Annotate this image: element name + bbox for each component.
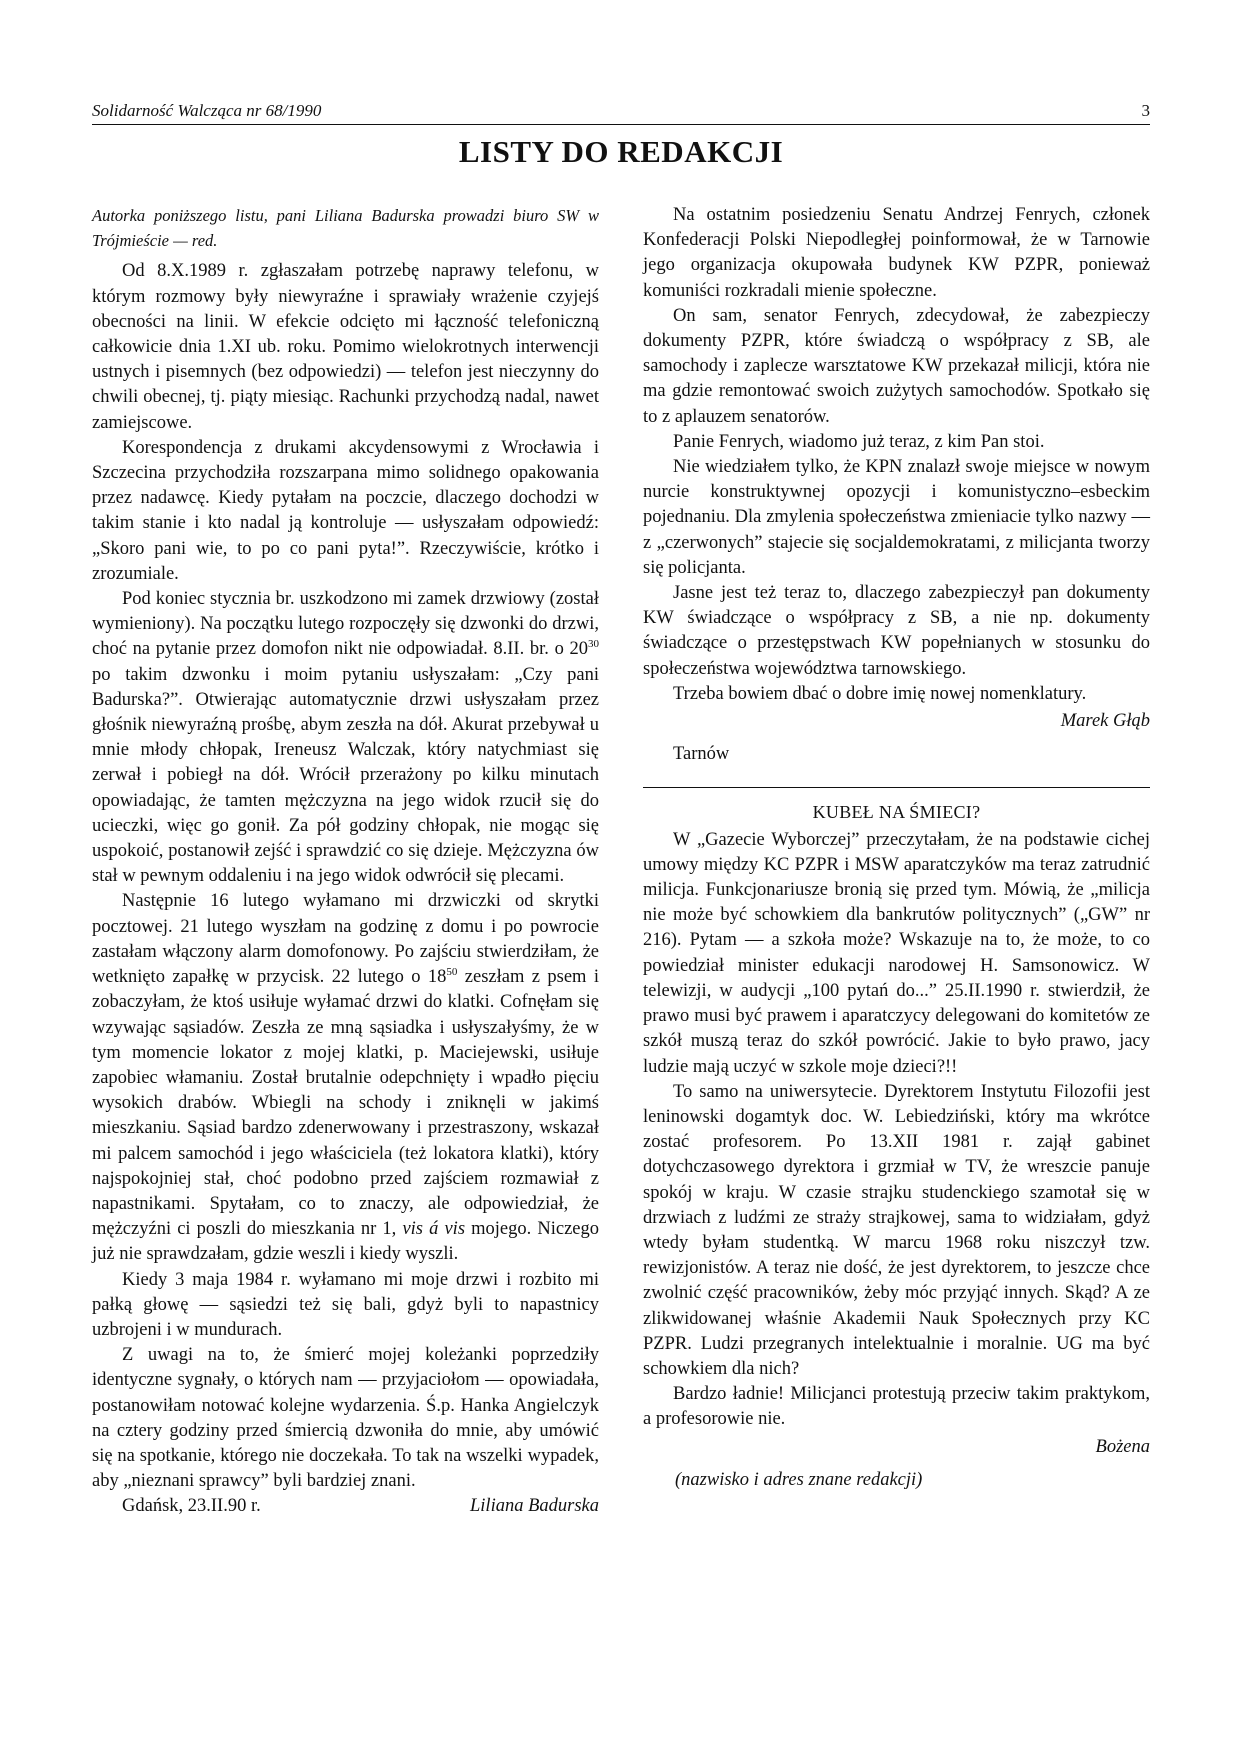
signature-line [92, 1494, 599, 1519]
paragraph: Bardzo ładnie! Milicjanci protestują przeciw takim praktykom, a profesorowie nie. [643, 1384, 1150, 1430]
paragraph: Następnie 16 lutego wyłamano mi drzwiczki od skrytki pocztowej. 21 lutego wyszłam na godzinę z domu i po powrocie zastałam włączony alarm domofonowy. Po zajściu stwierdziłam, że wetknięto zapałkę w przycisk. 22 lutego o $18^{50}$ zeszłam z psem i zobaczyłam, że ktoś usiłuje wyłamać drzwi do klatki. Cofnęłam się wzywając sąsiadów. Zeszła ze mną sąsiadka i usłyszałyśmy, że w tym momencie lokator z mojej klatki, p. Maciejewski, usiłuje zapobiec włamaniu. Został brutalnie odepchnięty i wpadło pięciu wysokich drabów. Wbiegli na schody i zniknęli w jakimś mieszkaniu. Sąsiad bardzo zdenerwowany i przestraszony, wskazał mi palcem samochód i jego właściciela (też lokatora klatki), który najspokojniej stał, choć podobno przed zajściem rozmawiał z napastnikami. Spytałam, co to znaczy, ale odpowiedział, że mężczyźni ci poszli do mieszkania nr 1, vis á vis mojego. Niczego już nie sprawdzałam, gdzie weszli i kiedy wyszli. [92, 891, 600, 1265]
paragraph: Korespondencja z drukami akcydensowymi z Wrocławia i Szczecina przychodziła rozszarpana mimo solidnego opakowania przez nadawcę. Kiedy pytałam na poczcie, dlaczego dochodzi w takim stanie i kto nadal ją kontroluje — usłyszałam odpowiedź: „Skoro pani wie, to po co pani pyta!”. Rzeczywiście, krótko i zrozumiale. [92, 437, 599, 584]
paragraph: Jasne jest też teraz to, dlaczego zabezpieczył pan dokumenty KW świadczące o współpracy z SB, a nie np. dokumenty świadczące o przestępstwach KW popełnianych w stosunku do społeczeństwa województwa tarnowskiego. [643, 583, 1150, 679]
place: Tarnów [673, 744, 730, 765]
paragraph: Panie Fenrych, wiadomo już teraz, z kim Pan stoi. [673, 431, 1045, 452]
editor-intro: Autorka poniższego listu, pani Liliana Badurska prowadzi biuro SW w Trójmieście — red. [92, 206, 599, 251]
masthead: Solidarność Walcząca nr 68/1990 [92, 101, 322, 120]
paragraph: Kiedy 3 maja 1984 r. wyłamano mi moje drzwi i rozbito mi pałką głowę — sąsiedzi też się bali, gdyż byli to napastnicy uzbrojeni i w mundurach. [92, 1269, 599, 1340]
paragraph: Trzeba bowiem dbać o dobre imię nowej nomenklatury. [673, 683, 1087, 704]
paragraph: Od 8.X.1989 r. zgłaszałam potrzebę naprawy telefonu, w którym rozmowy były niewyraźne i sprawiały wrażenie czyjejś obecności na linii. W efekcie odcięto mi łączność telefoniczną całkowicie dnia 1.XI ub. roku. Pomimo wielokrotnych interwencji ustnych i pisemnych (bez odpowiedzi) — telefon jest nieczynny do chwili obecnej, tj. piąty miesiąc. Rachunki przychodzą nadal, nawet zamiejscowe. [92, 261, 599, 433]
page-number: 3 [1141, 101, 1150, 120]
section-title: KUBEŁ NA ŚMIECI? [812, 802, 981, 823]
page-header [92, 98, 1150, 125]
right-column [643, 203, 1150, 1493]
paragraph: Pod koniec stycznia br. uszkodzono mi zamek drzwiowy (został wymieniony). Na początku lutego rozpoczęły się dzwonki do drzwi, choć na pytanie przez domofon nikt nie odpowiadał. 8.II. br. o $20^{30}$ po takim dzwonku i moim pytaniu usłyszałam: „Czy pani Badurska?”. Otwierając automatycznie drzwi usłyszałam przez głośnik niewyraźną prośbę, abym zeszła na dół. Akurat przebywał u mnie młody chłopak, Ireneusz Walczak, który natychmiast się zerwał i pobiegł na dół. Wrócił przerażony po kilku minutach opowiadając, że tamten mężczyzna na jego widok rzucił się do ucieczki, więc go gonił. Za pół godziny chłopak, nie mogąc się uspokoić, postanowił zejść i sprawdzić co się dzieje. Mężczyzna ów stał w pewnym oddaleniu i na jego widok odwrócił się plecami. [92, 589, 599, 887]
paragraph: W „Gazecie Wyborczej” przeczytałam, że na podstawie cichej umowy między KC PZPR i MSW aparatczyków ma teraz zatrudnić milicja. Funkcjonariusze bronią się przed tym. Mówią, że „milicja nie może być schowkiem dla bankrutów politycznych” („GW” nr 216). Pytam — a szkoła może? Wskazuje na to, że może, to co powiedział minister edukacji narodowej H. Samsonowicz. W telewizji, w audycji „100 pytań do...” 25.II.1990 r. stwierdził, że prawo musi być prawem i aparatczycy delegowani do komitetów ze szkół muszą teraz do szkół powrócić. Jakie to było prawo, jacy ludzie mają uczyć w szkole moje dzieci?!! [643, 829, 1150, 1077]
author-signature: Liliana Badurska [470, 1496, 599, 1517]
paragraph: Na ostatnim posiedzeniu Senatu Andrzej Fenrych, członek Konfederacji Polski Niepodległej poinformował, że w Tarnowie jego organizacja okupowała budynek KW PZPR, ponieważ komuniści rozkradali mienie społeczne. [643, 205, 1150, 301]
author-signature: Marek Głąb [1060, 711, 1150, 732]
paragraph: Nie wiedziałem tylko, że KPN znalazł swoje miejsce w nowym nurcie konstruktywnej opozycji i komunistyczno–esbeckim pojednaniu. Dla zmylenia społeczeństwa zmieniacie tylko nazwy — z „czerwonych” stajecie się socjaldemokratami, z milicjanta tworzy się policjanta. [643, 457, 1150, 578]
section-divider [643, 787, 1150, 788]
paragraph: On sam, senator Fenrych, zdecydował, że zabezpieczy dokumenty PZPR, które świadczą o współpracy z SB, ale samochody i zaplecze warsztatowe KW przekazał milicji, która nie ma gdzie remontować swoich zużytych samochodów. Spotkało się to z aplauzem senatorów. [643, 305, 1150, 427]
time-superscript: 50 [446, 965, 458, 978]
time-superscript: 30 [588, 638, 599, 651]
left-column [92, 203, 599, 1520]
page-title: LISTY DO REDAKCJI [458, 134, 784, 169]
paragraph: To samo na uniwersytecie. Dyrektorem Instytutu Filozofii jest leninowski dogamtyk doc. W. Lebiedziński, który ma wkrótce zostać profesorem. Po 13.XII 1981 r. zajął gabinet dotychczasowego dyrektora i grzmiał w TV, że wreszcie panuje spokój w kraju. W czasie strajku studenckiego szamotał się w drzwiach z ludźmi ze straży strajkowej, sama to widziałam, gdyż wtedy byłam studentką. W marcu 1968 roku niszczył tzw. rewizjonistów. A teraz nie dość, że jest dyrektorem, to jeszcze chce zwolnić część pracowników, żeby móc przyjąć innych. Skąd? A ze zlikwidowanej właśnie Akademii Nauk Społecznych przy KC PZPR. Ludzi przegranych intelektualnie i moralnie. UG ma być schowkiem dla nich? [643, 1081, 1150, 1379]
author-signature: Bożena [1095, 1436, 1150, 1457]
editorial-note: (nazwisko i adres znane redakcji) [675, 1469, 923, 1490]
place-date: Gdańsk, 23.II.90 r. [122, 1496, 261, 1517]
paragraph: Z uwagi na to, że śmierć mojej koleżanki poprzedziły identyczne sygnały, o których nam — przyjaciołom — opowiadała, postanowiłam notować kolejne wydarzenia. Ś.p. Hanka Angielczyk na cztery godziny przed śmiercią dzwoniła do mnie, aby umówić się na spotkanie, którego nie doczekała. To tak na wszelki wypadek, aby „nieznani sprawcy” byli bardziej znani. [92, 1345, 599, 1492]
